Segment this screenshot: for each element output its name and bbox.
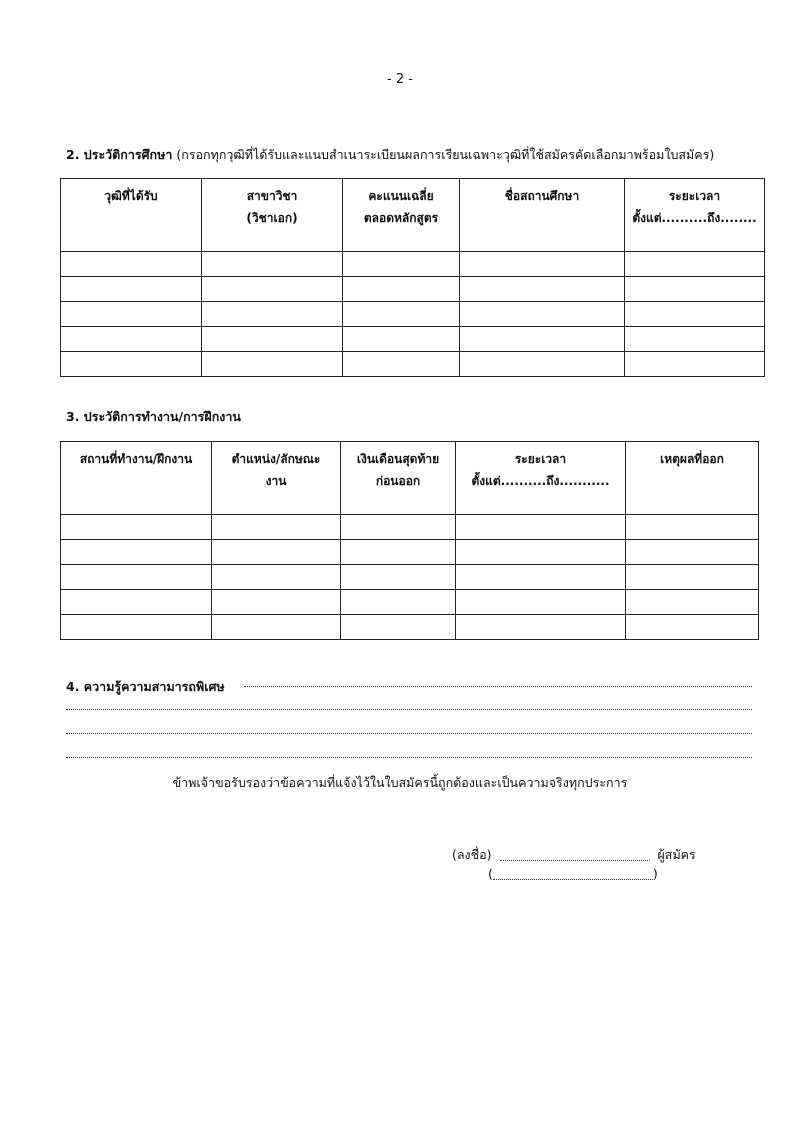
- applicant-label: ผู้สมัคร: [657, 847, 696, 862]
- skills-line-4[interactable]: [66, 757, 752, 758]
- education-col-gpa: คะแนนเฉลี่ย ตลอดหลักสูตร: [343, 179, 460, 252]
- work-col-reason: เหตุผลที่ออก: [626, 442, 759, 515]
- table-row[interactable]: [61, 540, 759, 565]
- skills-line-3[interactable]: [66, 733, 752, 734]
- sign-label: (ลงชื่อ): [452, 847, 492, 862]
- printed-name-field[interactable]: [493, 879, 653, 880]
- table-row[interactable]: [61, 565, 759, 590]
- education-table: [60, 178, 765, 377]
- close-paren: ): [652, 866, 658, 881]
- signature-field[interactable]: [500, 860, 650, 861]
- skills-line-1[interactable]: [244, 686, 752, 687]
- open-paren: (: [488, 866, 493, 881]
- table-row[interactable]: [61, 615, 759, 640]
- table-row[interactable]: [61, 277, 765, 302]
- work-title: 3. ประวัติการทำงาน/การฝึกงาน: [66, 409, 241, 424]
- work-table: [60, 441, 759, 640]
- education-section-heading: [66, 145, 714, 165]
- education-title: 2. ประวัติการศึกษา: [66, 147, 173, 162]
- education-col-major: สาขาวิชา (วิชาเอก): [202, 179, 343, 252]
- certification-statement: ข้าพเจ้าขอรับรองว่าข้อความที่แจ้งไว้ในใบสมัครนี้ถูกต้องและเป็นความจริงทุกประการ: [172, 775, 628, 790]
- table-row[interactable]: [61, 327, 765, 352]
- work-header-row: [61, 442, 759, 515]
- work-col-last-salary: เงินเดือนสุดท้าย ก่อนออก: [341, 442, 456, 515]
- table-row[interactable]: [61, 252, 765, 277]
- education-col-institution: ชื่อสถานศึกษา: [460, 179, 625, 252]
- table-row[interactable]: [61, 352, 765, 377]
- education-header-row: [61, 179, 765, 252]
- work-col-period: ระยะเวลา ตั้งแต่..........ถึง...........: [456, 442, 626, 515]
- work-col-position: ตำแหน่ง/ลักษณะ งาน: [212, 442, 341, 515]
- table-row[interactable]: [61, 590, 759, 615]
- table-row[interactable]: [61, 515, 759, 540]
- education-note: (กรอกทุกวุฒิที่ได้รับและแนบสำเนาระเบียนผลการเรียนเฉพาะวุฒิที่ใช้สมัครคัดเลือกมาพร้อมใบสมัคร): [176, 147, 715, 162]
- work-col-workplace: สถานที่ทำงาน/ฝึกงาน: [61, 442, 212, 515]
- page-number: - 2 -: [387, 72, 413, 87]
- skills-title: 4. ความรู้ความสามารถพิเศษ: [66, 679, 225, 694]
- table-row[interactable]: [61, 302, 765, 327]
- education-col-period: ระยะเวลา ตั้งแต่..........ถึง........: [625, 179, 765, 252]
- education-col-degree: วุฒิที่ได้รับ: [61, 179, 202, 252]
- printed-name-line: [488, 866, 658, 881]
- skills-line-2[interactable]: [66, 709, 752, 710]
- signature-line: [452, 845, 696, 865]
- work-section-heading: [66, 407, 241, 427]
